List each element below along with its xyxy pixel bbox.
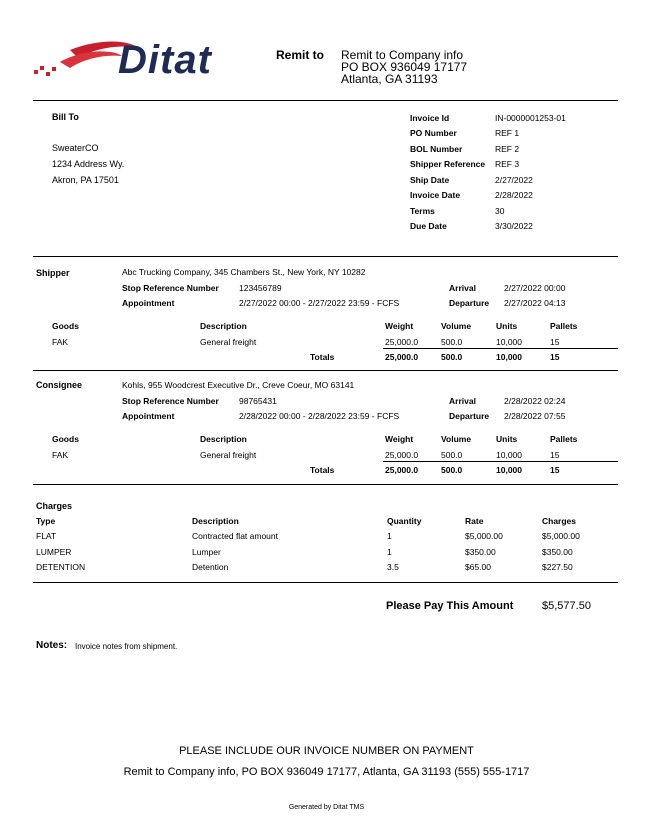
charges-rate-header: Rate [465,516,484,526]
consignee-total-pallets: 15 [550,465,560,475]
charges-title: Charges [36,501,73,511]
invoice-id-value: IN-0000001253-01 [495,113,566,123]
weight-header: Weight [385,321,414,331]
charge-row-type: DETENTION [36,562,86,572]
shipper-goods-description: General freight [200,337,257,347]
volume-header: Volume [441,434,472,444]
due-date-value: 3/30/2022 [495,221,533,231]
company-logo [30,36,230,86]
consignee-goods-weight: 25,000.0 [385,450,419,460]
shipper-goods-volume: 500.0 [441,337,463,347]
remit-line-2: PO BOX 936049 17177 [341,60,468,74]
consignee-goods: FAK [52,450,69,460]
charges-description-header: Description [192,516,239,526]
notes-text: Invoice notes from shipment. [75,642,178,651]
charge-row-description: Lumper [192,547,221,557]
charge-row-rate: $350.00 [465,547,496,557]
divider [33,100,618,101]
pallets-header: Pallets [550,434,578,444]
shipper-address: Abc Trucking Company, 345 Chambers St., New York, NY 10282 [122,267,366,277]
goods-header: Goods [52,434,79,444]
due-date-label: Due Date [410,221,447,231]
terms-value: 30 [495,206,505,216]
shipper-total-units: 10,000 [496,352,522,362]
divider [33,370,618,371]
bol-number-value: REF 2 [495,144,520,154]
footer-generated-by: Generated by Ditat TMS [288,804,365,811]
footer-remit-info: Remit to Company info, PO BOX 936049 17177, Atlanta, GA 31193 (555) 555-1717 [123,766,530,778]
description-header: Description [200,321,247,331]
totals-divider [383,348,618,349]
consignee-departure-value: 2/28/2022 07:55 [504,411,566,421]
divider [33,256,618,257]
consignee-totals-label: Totals [310,465,335,475]
consignee-appointment-label: Appointment [122,411,175,421]
shipper-departure-value: 2/27/2022 04:13 [504,298,566,308]
units-header: Units [496,321,518,331]
pay-amount-label: Please Pay This Amount [386,600,514,612]
shipper-reference-value: REF 3 [495,159,520,169]
shipper-stop-ref-value: 123456789 [239,283,282,293]
shipper-arrival-label: Arrival [449,283,476,293]
shipper-label: Shipper [36,268,70,278]
remit-label: Remit to [276,48,324,62]
bill-to-label: Bill To [52,112,79,122]
consignee-arrival-label: Arrival [449,396,476,406]
charge-row-description: Contracted flat amount [192,531,278,541]
divider [33,484,618,485]
shipper-total-volume: 500.0 [441,352,463,362]
consignee-total-weight: 25,000.0 [385,465,419,475]
remit-line-1: Remit to Company info [341,48,464,62]
invoice-date-value: 2/28/2022 [495,190,533,200]
logo-text: Ditat [118,38,212,82]
charge-row-quantity: 1 [387,531,392,541]
shipper-appointment-value: 2/27/2022 00:00 - 2/27/2022 23:59 - FCFS [239,298,400,308]
consignee-departure-label: Departure [449,411,490,421]
notes-label: Notes: [36,640,68,651]
shipper-goods-units: 10,000 [496,337,522,347]
consignee-goods-volume: 500.0 [441,450,463,460]
shipper-goods-weight: 25,000.0 [385,337,419,347]
shipper-total-weight: 25,000.0 [385,352,419,362]
shipper-departure-label: Departure [449,298,490,308]
shipper-totals-label: Totals [310,352,335,362]
charge-row-quantity: 1 [387,547,392,557]
charge-row-type: LUMPER [36,547,72,557]
consignee-total-units: 10,000 [496,465,522,475]
remit-line-3: Atlanta, GA 31193 [341,72,438,86]
consignee-total-volume: 500.0 [441,465,463,475]
consignee-arrival-value: 2/28/2022 02:24 [504,396,566,406]
charge-row-description: Detention [192,562,229,572]
units-header: Units [496,434,518,444]
charge-row-rate: $65.00 [465,562,491,572]
po-number-value: REF 1 [495,128,520,138]
consignee-stop-ref-label: Stop Reference Number [122,396,219,406]
invoice-date-label: Invoice Date [410,190,461,200]
consignee-goods-units: 10,000 [496,450,522,460]
po-number-label: PO Number [410,128,457,138]
pallets-header: Pallets [550,321,578,331]
ship-date-value: 2/27/2022 [495,175,533,185]
consignee-appointment-value: 2/28/2022 00:00 - 2/28/2022 23:59 - FCFS [239,411,400,421]
consignee-address: Kohls, 955 Woodcrest Executive Dr., Creve Coeur, MO 63141 [122,380,355,390]
charges-amount-header: Charges [542,516,577,526]
bill-to-address1: 1234 Address Wy. [52,159,125,169]
shipper-total-pallets: 15 [550,352,560,362]
shipper-appointment-label: Appointment [122,298,175,308]
consignee-label: Consignee [36,380,83,390]
consignee-goods-description: General freight [200,450,257,460]
charge-row-amount: $227.50 [542,562,573,572]
pay-amount-value: $5,577.50 [542,600,591,612]
charges-type-header: Type [36,516,56,526]
totals-divider [383,461,618,462]
shipper-goods-pallets: 15 [550,337,560,347]
shipper-reference-label: Shipper Reference [410,159,486,169]
charge-row-type: FLAT [36,531,57,541]
weight-header: Weight [385,434,414,444]
divider [33,582,618,583]
charge-row-quantity: 3.5 [387,562,399,572]
charge-row-rate: $5,000.00 [465,531,503,541]
ship-date-label: Ship Date [410,175,450,185]
shipper-arrival-value: 2/27/2022 00:00 [504,283,566,293]
consignee-goods-pallets: 15 [550,450,560,460]
goods-header: Goods [52,321,79,331]
charge-row-amount: $5,000.00 [542,531,580,541]
volume-header: Volume [441,321,472,331]
terms-label: Terms [410,206,435,216]
charge-row-amount: $350.00 [542,547,573,557]
bill-to-name: SweaterCO [52,143,99,153]
bill-to-address2: Akron, PA 17501 [52,175,119,185]
charges-quantity-header: Quantity [387,516,422,526]
invoice-id-label: Invoice Id [410,113,450,123]
shipper-stop-ref-label: Stop Reference Number [122,283,219,293]
consignee-stop-ref-value: 98765431 [239,396,277,406]
bol-number-label: BOL Number [410,144,463,154]
shipper-goods: FAK [52,337,69,347]
footer-payment-note: PLEASE INCLUDE OUR INVOICE NUMBER ON PAYMENT [179,745,474,757]
description-header: Description [200,434,247,444]
